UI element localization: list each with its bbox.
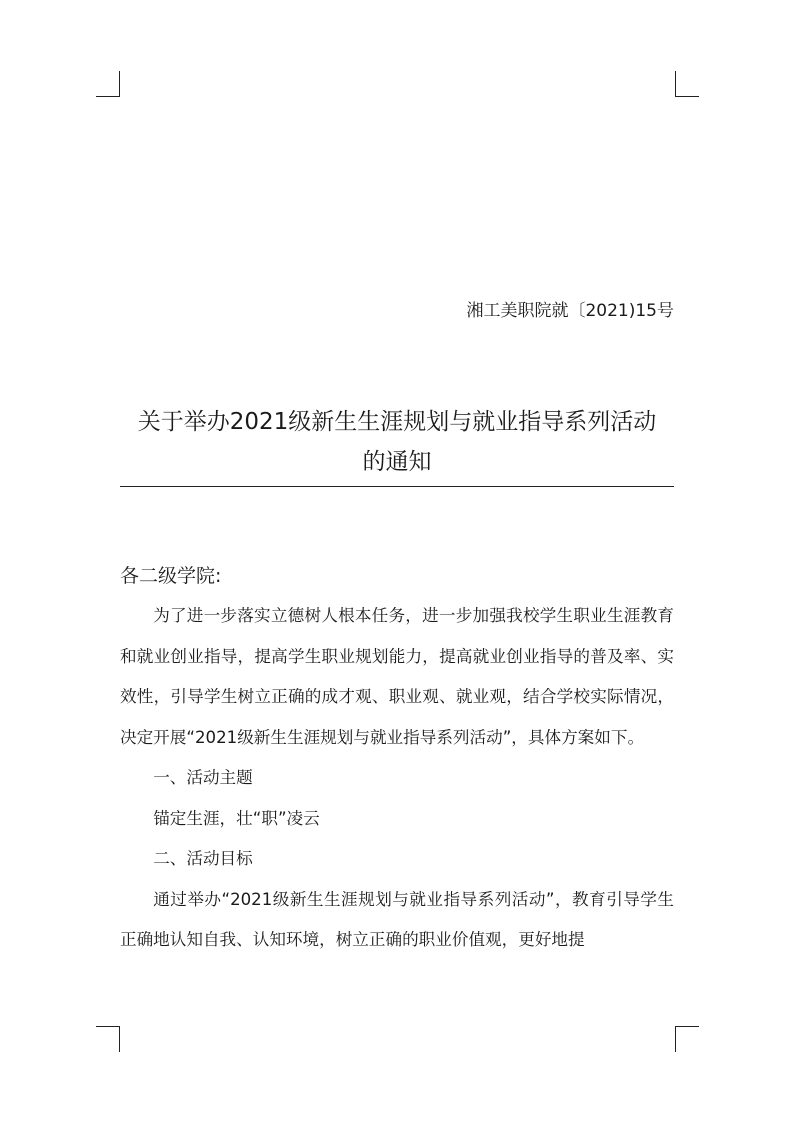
crop-mark-top-right — [675, 71, 699, 97]
document-body — [120, 596, 674, 961]
document-number: 湘工美职院就〔2021)15号 — [466, 301, 674, 321]
heading-activity-goals: 二、活动目标 — [153, 849, 253, 868]
title-line-1: 关于举办2021级新生生涯规划与就业指导系列活动 — [137, 409, 657, 435]
document-title — [120, 402, 674, 482]
paragraph-theme: 锚定生涯，壮“职”凌云 — [153, 808, 320, 828]
salutation: 各二级学院: — [120, 565, 222, 587]
heading-activity-theme: 一、活动主题 — [153, 768, 253, 787]
crop-mark-bottom-right — [675, 1026, 699, 1052]
title-divider — [120, 486, 674, 487]
paragraph-goals: 通过举办“2021级新生生涯规划与就业指导系列活动”，教育引导学生正确地认知自我、认知环境，树立正确的职业价值观，更好地提 — [120, 889, 674, 949]
paragraph-intro: 为了进一步落实立德树人根本任务，进一步加强我校学生职业生涯教育和就业创业指导，提高学生职业规划能力，提高就业创业指导的普及率、实效性，引导学生树立正确的成才观、职业观、就业观，结合学校实际情况，决定开展“2021级新生生涯规划与就业指导系列活动”，具体方案如下。 — [120, 606, 674, 747]
crop-mark-top-left — [96, 71, 120, 97]
title-line-2: 的通知 — [362, 449, 432, 475]
crop-mark-bottom-left — [96, 1026, 120, 1052]
